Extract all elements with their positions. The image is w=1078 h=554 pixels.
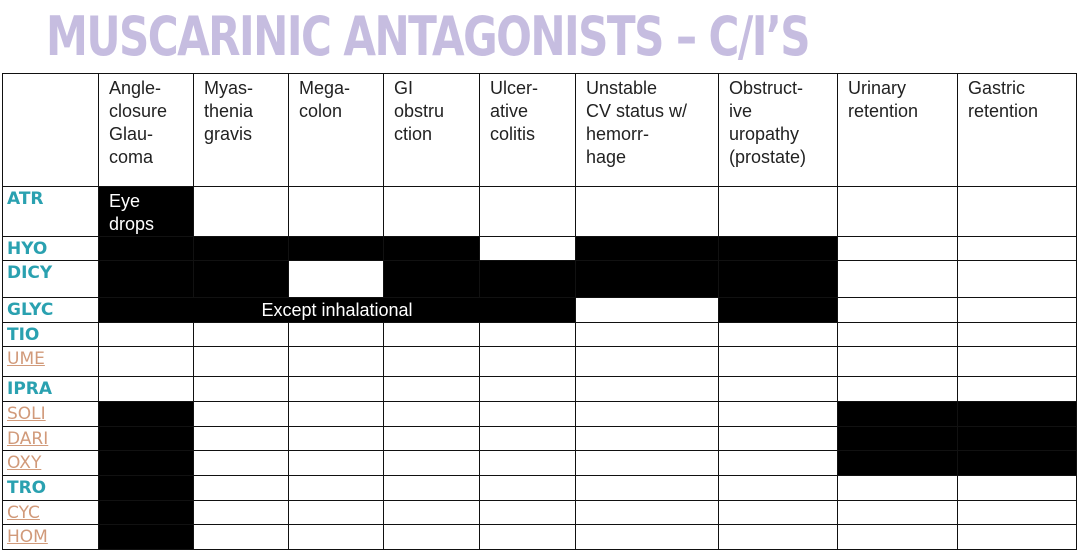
table-row [3,347,1077,377]
table-cell [384,501,480,525]
table-cell [289,261,384,298]
table-cell [719,427,838,451]
table-cell [576,323,719,347]
row-label-hom[interactable]: HOM [3,525,99,550]
row-label-atr: ATR [3,187,99,237]
table-cell [838,323,958,347]
table-cell [480,525,576,550]
table-cell [719,451,838,476]
table-cell [194,377,289,402]
table-row [3,476,1077,501]
table-cell [719,525,838,550]
contraindicated-cell [99,402,194,427]
corner-cell [3,74,99,187]
table-cell [99,323,194,347]
table-cell [480,402,576,427]
contraindicated-cell [719,298,838,323]
table-cell [99,377,194,402]
table-cell [289,377,384,402]
table-cell [99,347,194,377]
table-cell [384,347,480,377]
col-header-gastric-retention: Gastric retention [958,74,1077,187]
table-cell [719,402,838,427]
table-cell [719,501,838,525]
row-label-soli[interactable]: SOLI [3,402,99,427]
table-cell [480,323,576,347]
table-cell [719,347,838,377]
table-row [3,187,1077,237]
table-cell [384,525,480,550]
contraindicated-cell [719,237,838,261]
table-cell [576,501,719,525]
table-cell [289,525,384,550]
header-row [3,74,1077,187]
table-cell [576,187,719,237]
contraindicated-cell [384,261,480,298]
col-header-unstable-cv-status: Unstable CV status w/ hemorr- hage [576,74,719,187]
table-cell [838,261,958,298]
slide-title: MUSCARINIC ANTAGONISTS – C/I’S [46,5,810,68]
table-cell [289,501,384,525]
contraindicated-cell [838,402,958,427]
table-cell [289,451,384,476]
table-cell [480,451,576,476]
table-cell [289,476,384,501]
contraindicated-cell [99,451,194,476]
table-cell [384,187,480,237]
table-cell [838,237,958,261]
table-cell [194,323,289,347]
table-cell [384,476,480,501]
row-label-tro: TRO [3,476,99,501]
row-label-dicy: DICY [3,261,99,298]
table-row [3,298,1077,323]
contraindicated-cell [958,451,1077,476]
table-cell [838,298,958,323]
contraindicated-cell [99,501,194,525]
table-cell [719,377,838,402]
table-cell [719,323,838,347]
table-row [3,323,1077,347]
table-cell [958,298,1077,323]
table-cell [958,347,1077,377]
contraindicated-cell [99,237,194,261]
contraindicated-cell [194,261,289,298]
table-cell [958,501,1077,525]
table-cell [480,377,576,402]
table-cell [576,298,719,323]
contraindications-table [2,73,1077,550]
col-header-ulcerative-colitis: Ulcer- ative colitis [480,74,576,187]
table-row [3,525,1077,550]
row-label-tio: TIO [3,323,99,347]
row-label-oxy[interactable]: OXY [3,451,99,476]
contraindicated-cell [838,451,958,476]
table-cell [480,187,576,237]
table-cell [480,476,576,501]
row-label-ume[interactable]: UME [3,347,99,377]
contraindicated-cell [958,427,1077,451]
table-cell [194,187,289,237]
col-header-angle-closure-glaucoma: Angle- closure Glau- coma [99,74,194,187]
row-label-cyc[interactable]: CYC [3,501,99,525]
contraindicated-cell [99,427,194,451]
table-cell [289,402,384,427]
row-label-hyo: HYO [3,237,99,261]
table-cell [289,323,384,347]
contraindicated-cell [576,237,719,261]
table-cell [576,476,719,501]
table-cell [958,323,1077,347]
table-cell [384,427,480,451]
table-row [3,402,1077,427]
table-cell [289,187,384,237]
table-cell [838,501,958,525]
table-cell [194,476,289,501]
table-cell [194,402,289,427]
contraindicated-cell [99,261,194,298]
table-cell [838,476,958,501]
contraindicated-cell [576,261,719,298]
col-header-myasthenia-gravis: Myas- thenia gravis [194,74,289,187]
contraindicated-cell [99,525,194,550]
table-cell [958,261,1077,298]
table-cell [384,377,480,402]
table-cell [838,187,958,237]
table-row [3,377,1077,402]
table-cell [194,427,289,451]
table-cell [958,476,1077,501]
table-cell [958,525,1077,550]
contraindicated-cell [719,261,838,298]
table-cell [576,451,719,476]
table-cell [576,525,719,550]
col-header-gi-obstruction: GI obstru ction [384,74,480,187]
table-cell [576,402,719,427]
contraindicated-cell [384,237,480,261]
row-label-dari[interactable]: DARI [3,427,99,451]
table-row [3,237,1077,261]
table-cell [576,427,719,451]
table-cell [838,525,958,550]
table-cell [289,347,384,377]
row-label-glyc: GLYC [3,298,99,323]
table-cell [384,402,480,427]
table-cell [958,237,1077,261]
eye-drops-note: Eye drops [99,187,194,237]
contraindicated-cell [480,261,576,298]
table-cell [194,525,289,550]
col-header-megacolon: Mega- colon [289,74,384,187]
table-row [3,451,1077,476]
col-header-obstructive-uropathy: Obstruct- ive uropathy (prostate) [719,74,838,187]
table-cell [838,347,958,377]
table-cell [384,451,480,476]
table-cell [480,347,576,377]
table-cell [480,427,576,451]
table-cell [480,237,576,261]
contraindicated-cell [958,402,1077,427]
table-cell [838,377,958,402]
row-label-ipra: IPRA [3,377,99,402]
table-cell [719,476,838,501]
table-row [3,427,1077,451]
contraindicated-cell [838,427,958,451]
table-cell [384,323,480,347]
table-cell [576,377,719,402]
contraindicated-cell [289,237,384,261]
col-header-urinary-retention: Urinary retention [838,74,958,187]
table-cell [194,501,289,525]
table-cell [958,187,1077,237]
contraindicated-cell [194,237,289,261]
table-cell [480,501,576,525]
table-cell [194,451,289,476]
table-row [3,501,1077,525]
except-inhalational-note: Except inhalational [99,298,576,323]
table-row [3,261,1077,298]
table-cell [576,347,719,377]
table-cell [719,187,838,237]
contraindicated-cell [99,476,194,501]
table-cell [958,377,1077,402]
table-cell [194,347,289,377]
table-cell [289,427,384,451]
